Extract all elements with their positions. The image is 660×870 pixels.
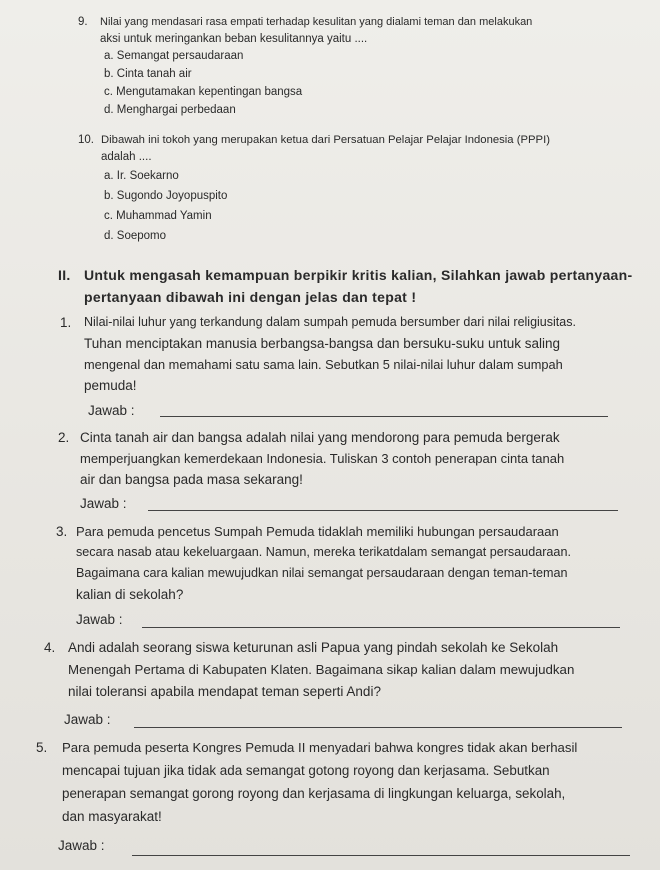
section-numeral: II. (58, 267, 71, 283)
essay2-line: memperjuangkan kemerdekaan Indonesia. Tuliskan 3 contoh penerapan cinta tanah (80, 451, 565, 466)
essay1-line: pemuda! (84, 378, 137, 393)
essay3-line: secara nasab atau kekeluargaan. Namun, mereka terikatdalam semangat persaudaraan. (76, 545, 571, 559)
essay3-line: Para pemuda pencetus Sumpah Pemuda tidaklah memiliki hubungan persaudaraan (76, 524, 559, 539)
essay3-answer-line[interactable] (142, 627, 620, 628)
essay3-line: Bagaimana cara kalian mewujudkan nilai semangat persaudaraan dengan teman-teman (76, 566, 568, 580)
q9-option-a[interactable]: a. Semangat persaudaraan (104, 50, 244, 62)
essay5-line: dan masyarakat! (62, 809, 162, 824)
essay4-line: nilai toleransi apabila mendapat teman seperti Andi? (68, 684, 381, 699)
q9-option-c[interactable]: c. Mengutamakan kepentingan bangsa (104, 86, 303, 98)
essay3-answer-label: Jawab : (76, 612, 123, 627)
essay1-number: 1. (60, 315, 72, 330)
essay4-line: Andi adalah seorang siswa keturunan asli Papua yang pindah sekolah ke Sekolah (68, 640, 559, 655)
essay5-answer-line[interactable] (132, 855, 630, 856)
essay5-answer-label: Jawab : (58, 838, 105, 853)
q9-option-d[interactable]: d. Menghargai perbedaan (104, 104, 236, 116)
essay1-line: Tuhan menciptakan manusia berbangsa-bangsa dan bersuku-suku untuk saling (84, 336, 561, 351)
essay2-number: 2. (58, 430, 70, 445)
q9-number: 9. (78, 16, 88, 28)
q9-text-line2: aksi untuk meringankan beban kesulitannya yaitu .... (100, 33, 368, 45)
q10-number: 10. (78, 134, 94, 146)
q10-text-line2: adalah .... (101, 151, 152, 163)
section-heading-line1: Untuk mengasah kemampuan berpikir kritis kalian, Silahkan jawab pertanyaan- (84, 267, 633, 283)
q10-option-a[interactable]: a. Ir. Soekarno (104, 170, 179, 182)
essay2-line: Cinta tanah air dan bangsa adalah nilai yang mendorong para pemuda bergerak (80, 430, 560, 445)
essay4-number: 4. (44, 640, 56, 655)
essay5-line: Para pemuda peserta Kongres Pemuda II menyadari bahwa kongres tidak akan berhasil (62, 740, 578, 755)
q10-option-b[interactable]: b. Sugondo Joyopuspito (104, 190, 228, 202)
q10-option-c[interactable]: c. Muhammad Yamin (104, 210, 212, 222)
essay2-answer-line[interactable] (148, 510, 618, 511)
section-heading-line2: pertanyaan dibawah ini dengan jelas dan tepat ! (84, 289, 417, 305)
essay5-number: 5. (36, 740, 48, 755)
essay1-answer-label: Jawab : (88, 403, 135, 418)
essay5-line: penerapan semangat gorong royong dan kerjasama di lingkungan keluarga, sekolah, (62, 786, 566, 801)
essay1-line: mengenal dan memahami satu sama lain. Sebutkan 5 nilai-nilai luhur dalam sumpah (84, 357, 563, 372)
essay4-answer-label: Jawab : (64, 712, 111, 727)
q10-text-line1: Dibawah ini tokoh yang merupakan ketua dari Persatuan Pelajar Pelajar Indonesia (PPPI) (101, 134, 550, 146)
q9-text-line1: Nilai yang mendasari rasa empati terhadap kesulitan yang dialami teman dan melakukan (100, 16, 533, 28)
essay4-answer-line[interactable] (134, 727, 622, 728)
essay1-answer-line[interactable] (160, 416, 608, 417)
essay4-line: Menengah Pertama di Kabupaten Klaten. Bagaimana sikap kalian dalam mewujudkan (68, 662, 575, 677)
essay3-line: kalian di sekolah? (76, 587, 184, 602)
essay2-answer-label: Jawab : (80, 496, 127, 511)
essay1-line: Nilai-nilai luhur yang terkandung dalam sumpah pemuda bersumber dari nilai religiusitas. (84, 315, 576, 329)
q9-option-b[interactable]: b. Cinta tanah air (104, 68, 192, 80)
essay2-line: air dan bangsa pada masa sekarang! (80, 472, 303, 487)
q10-option-d[interactable]: d. Soepomo (104, 230, 167, 242)
essay3-number: 3. (56, 524, 68, 539)
essay5-line: mencapai tujuan jika tidak ada semangat gotong royong dan kerjasama. Sebutkan (62, 763, 550, 778)
